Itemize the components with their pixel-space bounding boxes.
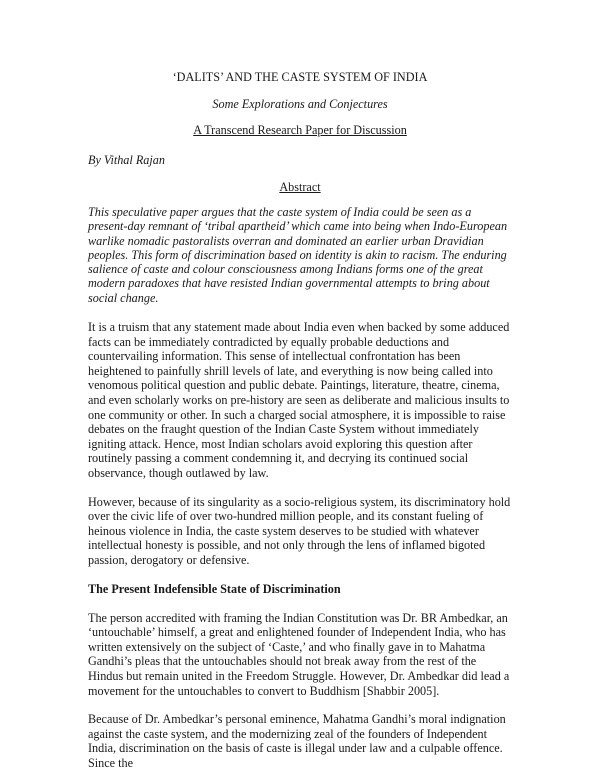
section-paragraph-2: Because of Dr. Ambedkar’s personal eminence, Mahatma Gandhi’s moral indignation against the caste system, and the modernizing zeal of the founders of Independent India, discrimination on the basis of caste is illegal under law and a culpable offence. Since the <box>88 712 506 770</box>
abstract-text: This speculative paper argues that the caste system of India could be seen as a present-day remnant of ‘tribal apartheid’ which came into being when Indo-European warlike nomadic pastoralists overran and dominated an earlier urban Dravidian peoples. This form of discrimination based on identity is akin to racism. The enduring salience of caste and colour consciousness among Indians forms one of the great modern paradoxes that have resisted Indian governmental attempts to bring about social change. <box>88 205 508 305</box>
section-heading: The Present Indefensible State of Discrimination <box>88 581 341 596</box>
section-paragraph-1: The person accredited with framing the Indian Constitution was Dr. BR Ambedkar, an ‘untouchable’ himself, a great and enlightened founder of Independent India, who has written extensively on the subject of ‘Caste,’ and who finally gave in to Mahatma Gandhi’s pleas that the untouchables should not break away from the rest of the Hindus but remain united in the Freedom Struggle. However, Dr. Ambedkar did lead a movement for the untouchables to convert to Buddhism [Shabbir 2005]. <box>88 610 510 698</box>
body-paragraph-1: It is a truism that any statement made about India even when backed by some adduced facts can be immediately contradicted by equally probable deductions and countervailing information. This sense of intellectual confrontation has been heightened to painfully shrill levels of late, and everything is now being called into venomous political question and public debate. Paintings, literature, theatre, cinema, and even scholarly works on pre-history are seen as deliberate and malicious insults to one community or other. In such a charged social atmosphere, it is impossible to raise debates on the fraught question of the Indian Caste System without immediately igniting attack. Hence, most Indian scholars avoid exploring this question after routinely passing a comment condemning it, and decrying its continued social observance, though outlawed by law. <box>88 320 510 481</box>
author-byline: By Vithal Rajan <box>88 153 165 167</box>
paper-subtitle: Some Explorations and Conjectures <box>212 97 388 111</box>
abstract-heading: Abstract <box>279 180 321 194</box>
paper-series-line: A Transcend Research Paper for Discussion <box>193 123 407 137</box>
body-paragraph-2: However, because of its singularity as a socio-religious system, its discriminatory hold over the civic life of over two-hundred million people, and its constant fueling of heinous violence in India, the caste system deserves to be studied with whatever intellectual honesty is possible, and not only through the lens of inflamed bigoted passion, derogatory or defensive. <box>88 494 511 567</box>
paper-title: ‘DALITS’ AND THE CASTE SYSTEM OF INDIA <box>172 70 428 84</box>
